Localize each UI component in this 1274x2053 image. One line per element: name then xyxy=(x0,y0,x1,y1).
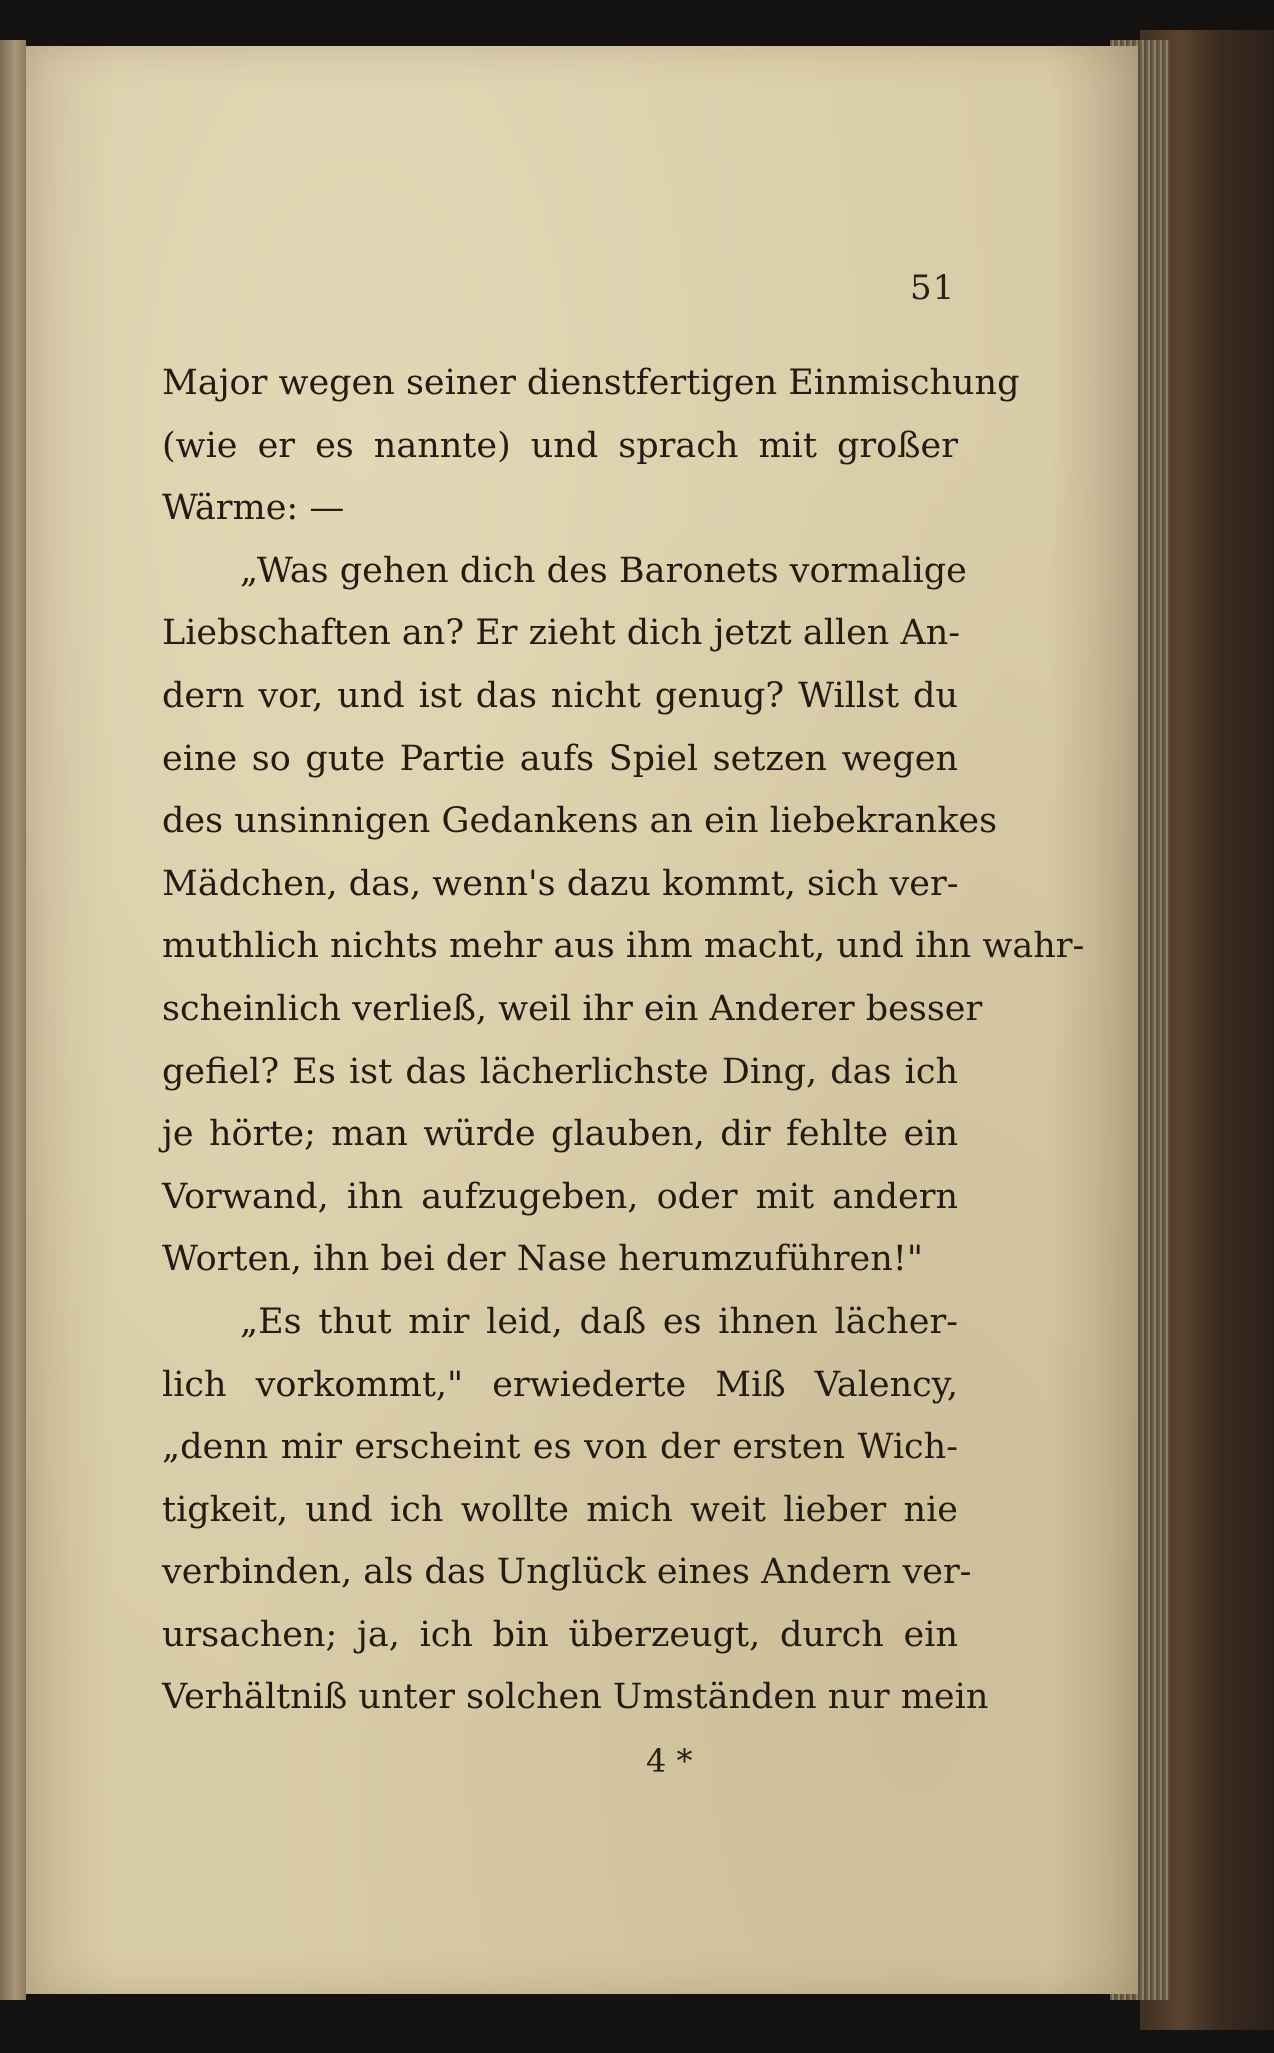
text-line: Mädchen, das, wenn's dazu kommt, sich ver- xyxy=(162,863,959,904)
text-line: muthlich nichts mehr aus ihm macht, und ihn wahr- xyxy=(162,926,1085,967)
text-line: ursachen; ja, ich bin überzeugt, durch ein xyxy=(162,1614,958,1655)
text-line: tigkeit, und ich wollte mich weit lieber nie xyxy=(162,1489,958,1530)
text-line: Liebschaften an? Er zieht dich jetzt allen An- xyxy=(162,613,961,654)
text-line: Worten, ihn bei der Nase herumzuführen!" xyxy=(162,1239,923,1280)
text-line: eine so gute Partie aufs Spiel setzen wegen xyxy=(162,738,958,779)
signature-mark: 4 * xyxy=(646,1742,693,1780)
text-line: „Es thut mir leid, daß es ihnen lächer- xyxy=(240,1301,958,1342)
text-line: dern vor, und ist das nicht genug? Willst du xyxy=(162,675,958,716)
text-line: „denn mir erscheint es von der ersten Wich- xyxy=(162,1427,958,1468)
text-line: Vorwand, ihn aufzugeben, oder mit andern xyxy=(162,1176,958,1217)
text-line: Wärme: — xyxy=(162,488,345,529)
text-line: scheinlich verließ, weil ihr ein Anderer besser xyxy=(162,988,983,1029)
text-line: verbinden, als das Unglück eines Andern ver- xyxy=(162,1552,972,1593)
text-line: Verhältniß unter solchen Umständen nur mein xyxy=(162,1677,989,1718)
page-number: 51 xyxy=(910,268,956,308)
text-line: des unsinnigen Gedankens an ein liebekrankes xyxy=(162,801,998,842)
text-line: gefiel? Es ist das lächerlichste Ding, das ich xyxy=(162,1051,958,1092)
left-page-edge xyxy=(0,40,26,2000)
text-line: (wie er es nannte) und sprach mit großer xyxy=(162,425,958,466)
text-line: lich vorkommt," erwiederte Miß Valency, xyxy=(162,1364,958,1405)
text-line: „Was gehen dich des Baronets vormalige xyxy=(240,550,967,591)
text-line: je hörte; man würde glauben, dir fehlte ein xyxy=(162,1114,958,1155)
body-text xyxy=(162,352,1085,1729)
book-page xyxy=(26,46,1138,1994)
text-line: Major wegen seiner dienstfertigen Einmischung xyxy=(162,363,1020,403)
